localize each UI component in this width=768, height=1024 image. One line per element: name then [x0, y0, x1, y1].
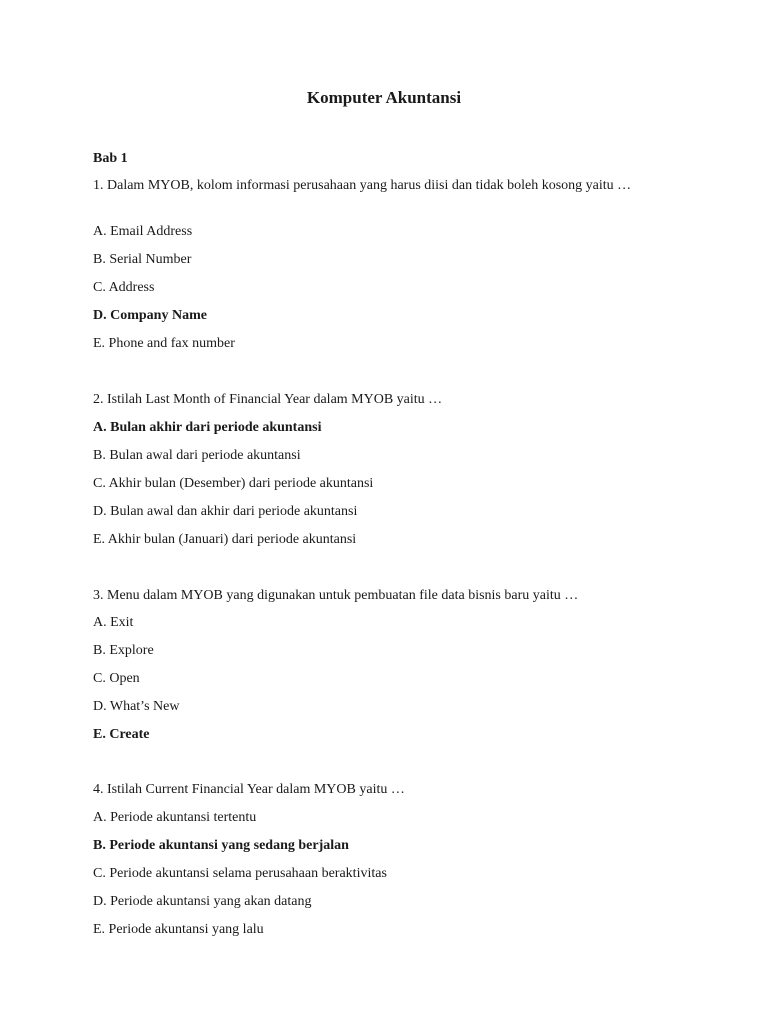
question-1-option-c: C. Address — [93, 280, 155, 295]
question-3-option-e: E. Create — [93, 727, 150, 742]
question-2-option-c: C. Akhir bulan (Desember) dari periode akuntansi — [93, 476, 374, 491]
question-4-option-d: D. Periode akuntansi yang akan datang — [93, 894, 312, 909]
question-2-option-d: D. Bulan awal dan akhir dari periode akuntansi — [93, 504, 358, 519]
question-3-text: 3. Menu dalam MYOB yang digunakan untuk pembuatan file data bisnis baru yaitu … — [93, 588, 579, 603]
question-2-option-e: E. Akhir bulan (Januari) dari periode akuntansi — [93, 532, 357, 547]
question-3-option-b: B. Explore — [93, 643, 154, 658]
question-2-option-b: B. Bulan awal dari periode akuntansi — [93, 448, 301, 463]
question-1-option-e: E. Phone and fax number — [93, 336, 235, 351]
question-4-option-a: A. Periode akuntansi tertentu — [93, 810, 257, 825]
question-3-option-d: D. What’s New — [93, 699, 180, 714]
question-2-text: 2. Istilah Last Month of Financial Year dalam MYOB yaitu … — [93, 392, 443, 407]
question-1-option-a: A. Email Address — [93, 224, 193, 239]
chapter-heading: Bab 1 — [93, 151, 128, 166]
question-2-option-a: A. Bulan akhir dari periode akuntansi — [93, 420, 322, 435]
question-3-option-a: A. Exit — [93, 615, 134, 630]
question-3-option-c: C. Open — [93, 671, 140, 686]
question-4-option-b: B. Periode akuntansi yang sedang berjalan — [93, 838, 349, 853]
document-title: Komputer Akuntansi — [306, 88, 462, 107]
question-1-option-d: D. Company Name — [93, 308, 207, 323]
question-1-option-b: B. Serial Number — [93, 252, 192, 267]
question-4-option-e: E. Periode akuntansi yang lalu — [93, 922, 264, 937]
question-1-text: 1. Dalam MYOB, kolom informasi perusahaan yang harus diisi dan tidak boleh kosong yaitu … — [93, 178, 632, 193]
question-4-text: 4. Istilah Current Financial Year dalam MYOB yaitu … — [93, 782, 405, 797]
question-4-option-c: C. Periode akuntansi selama perusahaan beraktivitas — [93, 866, 387, 881]
